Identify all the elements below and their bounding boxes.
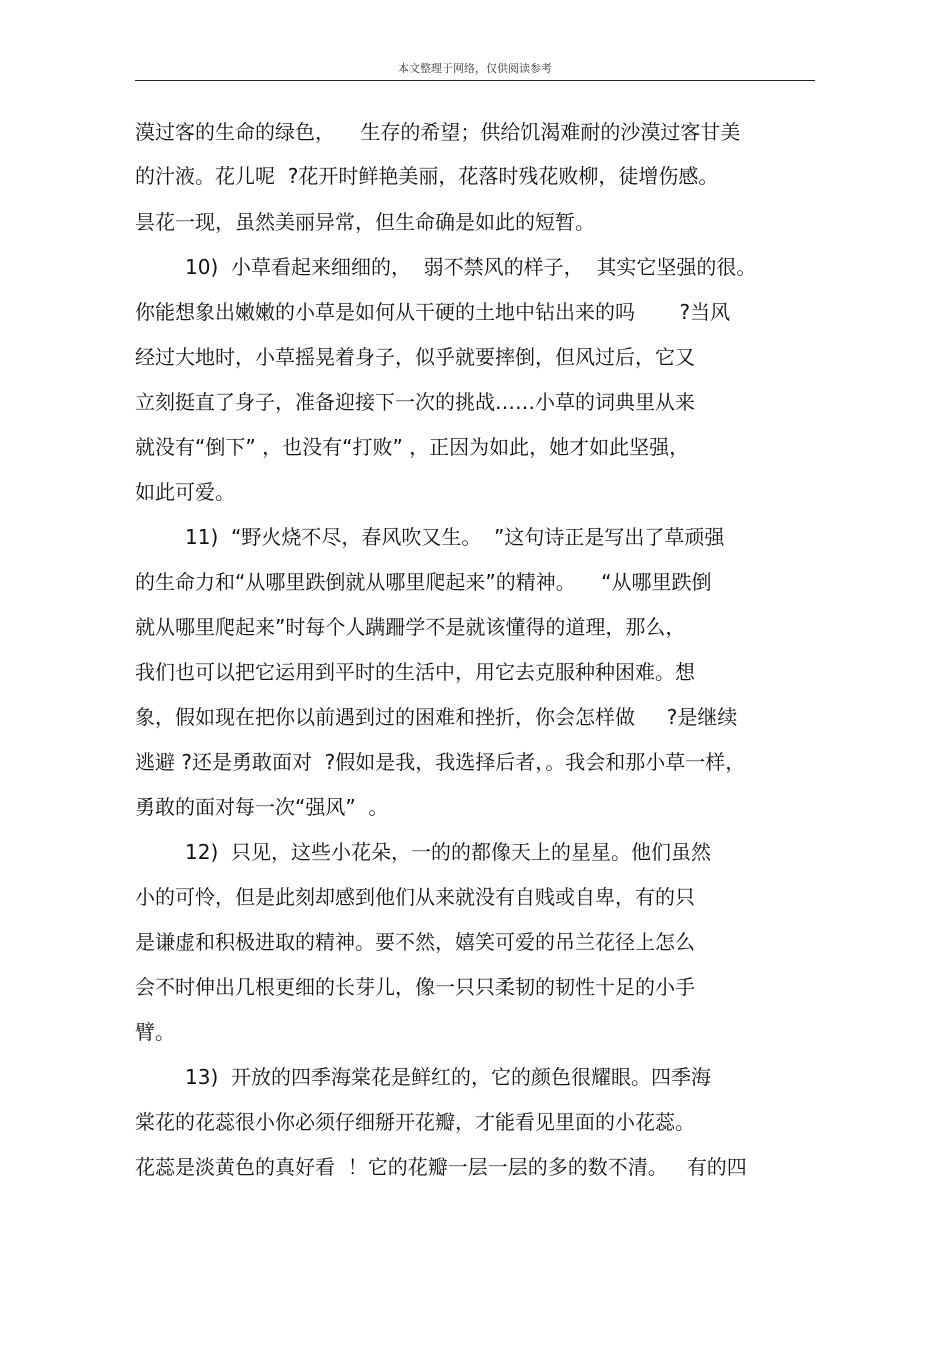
- page-header: 本文整理于网络，仅供阅读参考: [398, 62, 552, 75]
- text-line: 经过大地时，小草摇晃着身子，似乎就要摔倒，但风过后，它又: [135, 345, 695, 369]
- text-line: 会不时伸出几根更细的长芽儿，像一只只柔韧的韧性十足的小手: [135, 975, 695, 999]
- text-line: 立刻挺直了身子，准备迎接下一次的挑战……小草的词典里从来: [135, 390, 695, 414]
- text-line: 12) 只见，这些小花朵，一的的都像天上的星星。他们虽然: [185, 840, 711, 864]
- text-line: 的生命力和“从哪里跌倒就从哪里爬起来”的精神。 “从哪里跌倒: [135, 570, 712, 594]
- text-line: 13) 开放的四季海棠花是鲜红的，它的颜色很耀眼。四季海: [185, 1065, 711, 1089]
- text-line: 11) “野火烧不尽，春风吹又生。 ”这句诗正是写出了草顽强: [185, 525, 725, 549]
- text-line: 象，假如现在把你以前遇到过的困难和挫折，你会怎样做 ?是继续: [135, 705, 738, 729]
- text-line: 小的可怜，但是此刻却感到他们从来就没有自贱或自卑，有的只: [135, 885, 695, 909]
- text-line: 臂。: [135, 1020, 175, 1044]
- text-line: 昙花一现，虽然美丽异常，但生命确是如此的短暂。: [135, 210, 595, 234]
- text-line: 我们也可以把它运用到平时的生活中，用它去克服种种困难。想: [135, 660, 695, 684]
- text-line: 如此可爱。: [135, 480, 235, 504]
- text-line: 就没有“倒下” ，也没有“打败” ，正因为如此，她才如此坚强，: [135, 435, 690, 459]
- text-line: 漠过客的生命的绿色， 生存的希望；供给饥渴难耐的沙漠过客甘美: [135, 120, 741, 144]
- text-line: 你能想象出嫩嫩的小草是如何从干硬的土地中钻出来的吗 ?当风: [135, 300, 731, 324]
- text-line: 就从哪里爬起来”时每个人蹒跚学不是就该懂得的道理，那么，: [135, 615, 686, 639]
- text-line: 逃避 ?还是勇敢面对 ?假如是我，我选择后者，。我会和那小草一样，: [135, 750, 746, 774]
- text-line: 棠花的花蕊很小你必须仔细掰开花瓣，才能看见里面的小花蕊。: [135, 1110, 695, 1134]
- text-line: 花蕊是淡黄色的真好看 ！它的花瓣一层一层的多的数不清。 有的四: [135, 1155, 747, 1179]
- text-line: 10) 小草看起来细细的， 弱不禁风的样子， 其实它坚强的很。: [185, 255, 757, 279]
- text-line: 是谦虚和积极进取的精神。要不然，嬉笑可爱的吊兰花径上怎么: [135, 930, 695, 954]
- header-rule: [135, 80, 815, 81]
- text-line: 的汁液。花儿呢 ?花开时鲜艳美丽，花落时残花败柳，徒增伤感。: [135, 164, 719, 188]
- text-line: 勇敢的面对每一次“强风” 。: [135, 795, 389, 819]
